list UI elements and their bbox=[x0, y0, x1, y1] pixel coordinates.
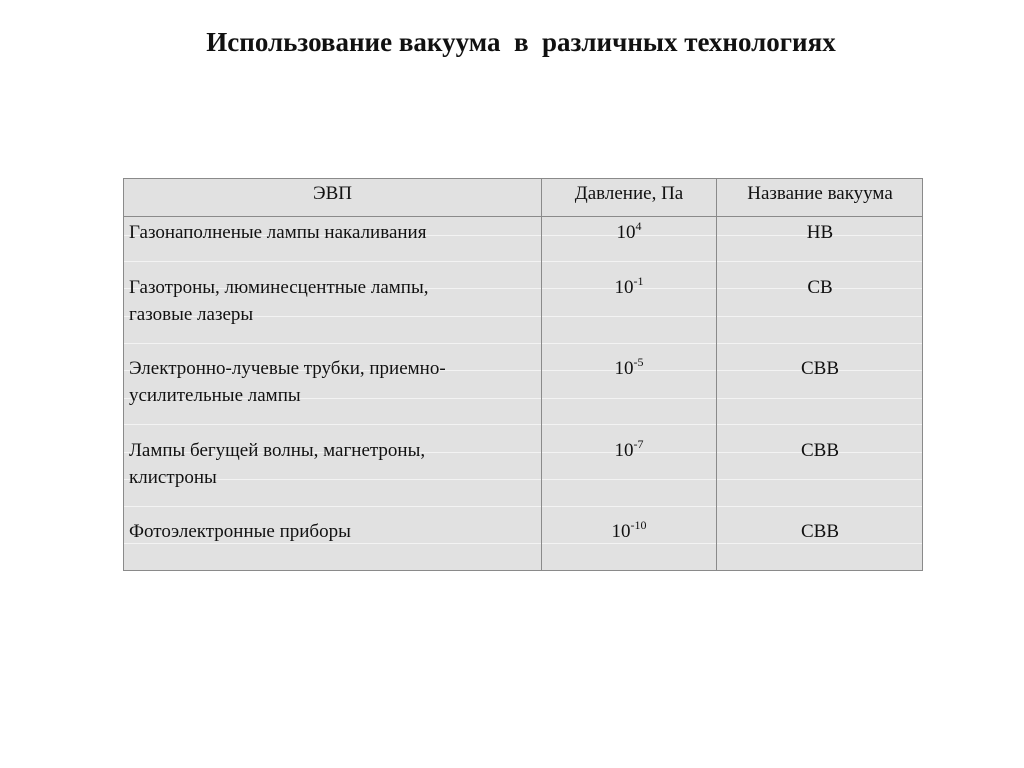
row-5-pressure: $10^{-10}$ bbox=[611, 517, 647, 542]
row-2-device: Газотроны, люминесцентные лампы, газовые лазеры bbox=[129, 277, 429, 325]
page-title: Использование вакуума в различных технологиях bbox=[206, 27, 836, 57]
header-vacuum-name: Название вакуума bbox=[747, 183, 893, 204]
row-1-vacuum: НВ bbox=[806, 222, 834, 243]
row-3-device: Электронно-лучевые трубки, приемно- усилительные лампы bbox=[129, 358, 446, 406]
row-2-vacuum: СВ bbox=[807, 277, 833, 298]
row-3-vacuum: СВВ bbox=[800, 358, 840, 379]
row-5-vacuum: СВВ bbox=[800, 521, 840, 542]
header-evp: ЭВП bbox=[313, 183, 352, 204]
row-4-pressure: $10^{-7}$ bbox=[614, 436, 644, 461]
row-3-pressure: $10^{-5}$ bbox=[614, 354, 644, 379]
row-4-vacuum: СВВ bbox=[800, 440, 840, 461]
header-pressure: Давление, Па bbox=[574, 183, 684, 204]
row-4-device: Лампы бегущей волны, магнетроны, клистроны bbox=[129, 440, 426, 488]
row-1-pressure: $10^4$ bbox=[616, 218, 642, 243]
row-1-device: Газонаполненые лампы накаливания bbox=[129, 222, 427, 243]
vacuum-table bbox=[123, 178, 923, 571]
row-5-device: Фотоэлектронные приборы bbox=[129, 521, 351, 542]
row-2-pressure: $10^{-1}$ bbox=[614, 273, 644, 298]
